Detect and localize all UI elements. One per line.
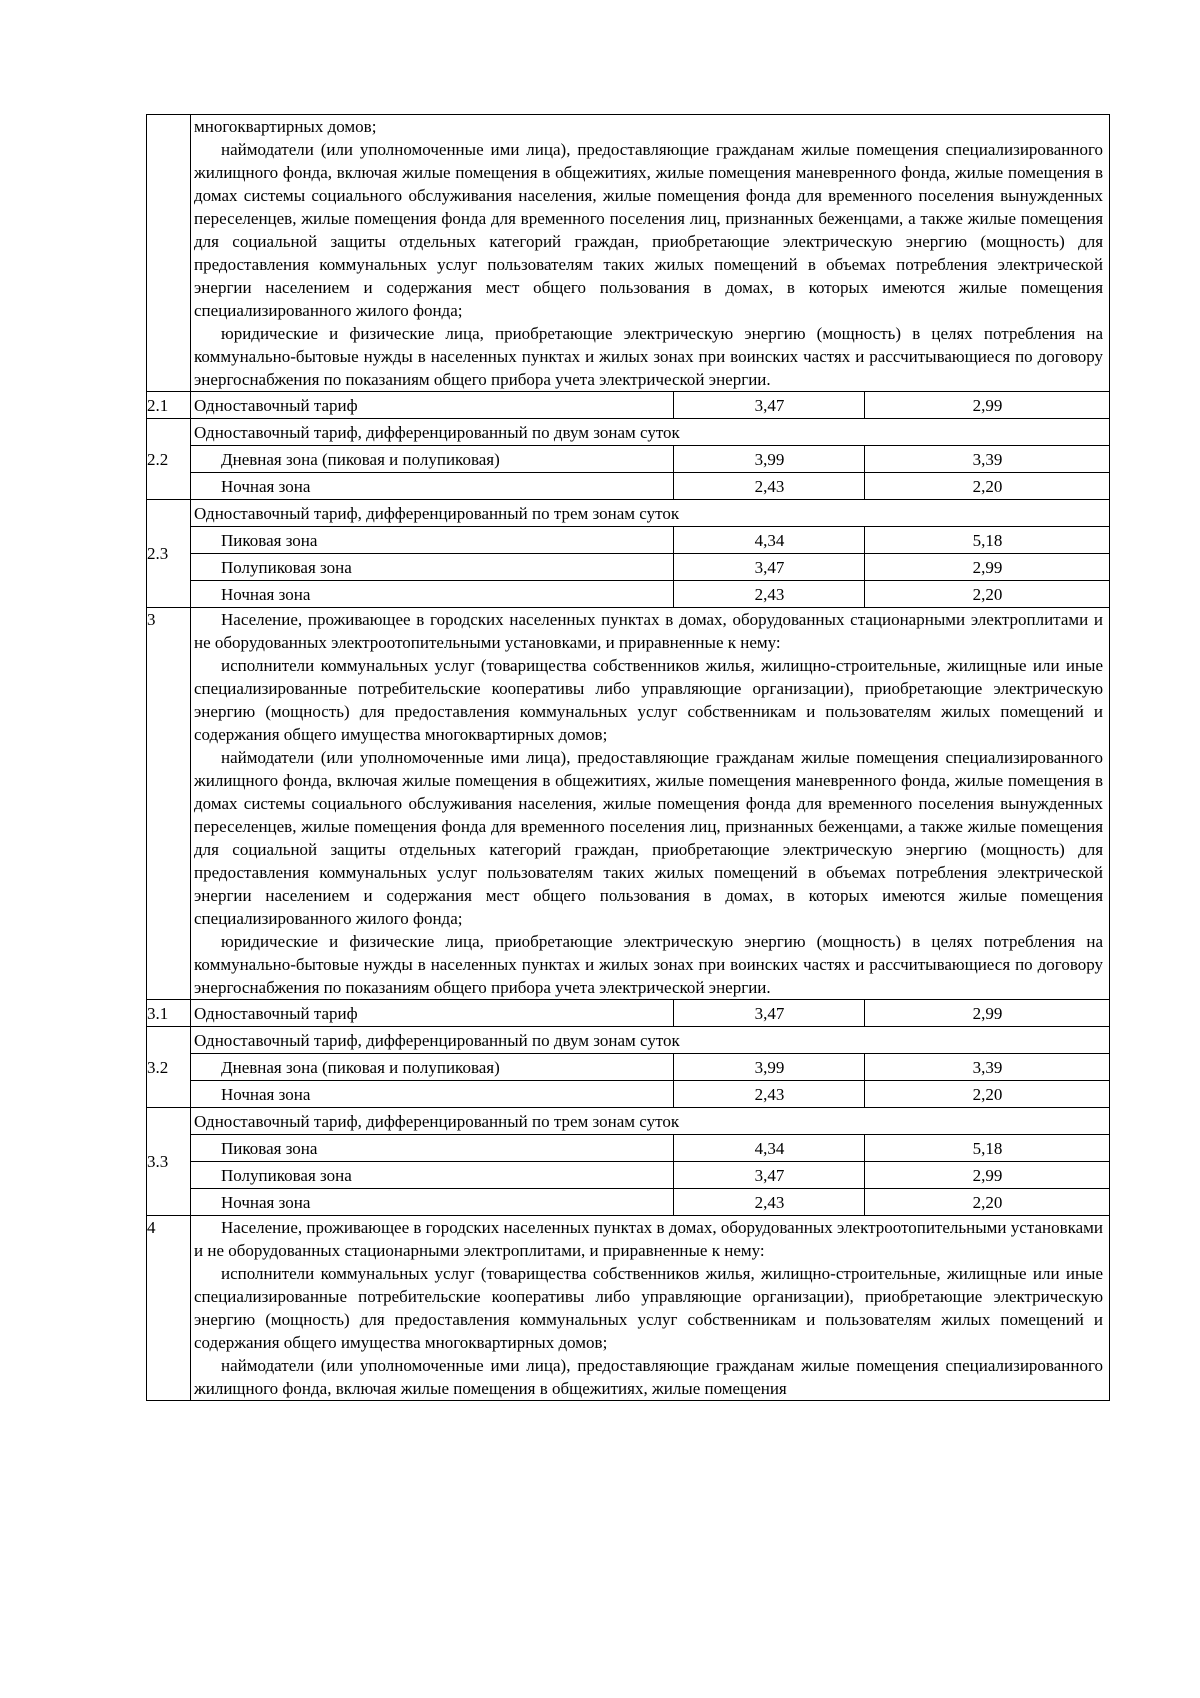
tariff-value: 2,99: [865, 1162, 1110, 1189]
tariff-name: Одноставочный тариф: [191, 1000, 674, 1027]
paragraph: наймодатели (или уполномоченные ими лица), предоставляющие гражданам жилые помещения специализированного жилищного фонда, включая жилые помещения в общежитиях, жилые помещения маневренного фонда, жилые помещения в домах системы социального обслуживания населения, жилые помещения фонда для временного поселения вынужденных переселенцев, жилые помещения фонда для временного поселения лиц, признанных беженцами, а также жилые помещения для социальной защиты отдельных категорий граждан, приобретающие электрическую энергию (мощность) для предоставления коммунальных услуг пользователям таких жилых помещений в объемах потребления электрической энергии населением и содержания мест общего пользования в домах, в которых имеются жилые помещения специализированного жилого фонда;: [194, 748, 1104, 928]
row-number: 3.2: [147, 1027, 191, 1108]
table-row: [147, 1162, 1110, 1189]
table-row: [147, 500, 1110, 527]
tariff-value: 2,43: [674, 1081, 865, 1108]
tariff-value: 2,99: [865, 554, 1110, 581]
table-row-continuation: [147, 115, 1110, 392]
tariff-value: 2,43: [674, 473, 865, 500]
paragraph: юридические и физические лица, приобретающие электрическую энергию (мощность) в целях потребления на коммунально-бытовые нужды в населенных пунктах и жилых зонах при воинских частях и рассчитывающиеся по договору энергоснабжения по показаниям общего прибора учета электрической энергии.: [194, 324, 1104, 389]
tariff-value: 5,18: [865, 527, 1110, 554]
zone-name: Ночная зона: [191, 473, 674, 500]
row-number: 4: [147, 1216, 191, 1401]
zone-name: Полупиковая зона: [191, 1162, 674, 1189]
tariff-value: 2,20: [865, 1189, 1110, 1216]
tariff-value: 4,34: [674, 527, 865, 554]
row-number-cell: [147, 115, 191, 392]
paragraph: многоквартирных домов;: [194, 117, 377, 136]
table-row: [147, 392, 1110, 419]
zone-name: Ночная зона: [191, 1081, 674, 1108]
table-row: [147, 554, 1110, 581]
tariff-group-title: Одноставочный тариф, дифференцированный по трем зонам суток: [191, 1108, 1110, 1135]
tariff-value: 3,47: [674, 1000, 865, 1027]
zone-name: Полупиковая зона: [191, 554, 674, 581]
tariff-table: [146, 114, 1110, 1401]
tariff-value: 2,43: [674, 1189, 865, 1216]
tariff-value: 3,47: [674, 1162, 865, 1189]
row-number: 2.1: [147, 392, 191, 419]
tariff-value: 3,47: [674, 554, 865, 581]
zone-name: Пиковая зона: [191, 527, 674, 554]
table-row: [147, 1108, 1110, 1135]
table-row: [147, 1135, 1110, 1162]
zone-name: Ночная зона: [191, 1189, 674, 1216]
table-row: [147, 1189, 1110, 1216]
zone-name: Ночная зона: [191, 581, 674, 608]
table-row: [147, 1054, 1110, 1081]
tariff-value: 2,99: [865, 392, 1110, 419]
row-number: 2.3: [147, 500, 191, 608]
row-number: 3.3: [147, 1108, 191, 1216]
paragraph: исполнители коммунальных услуг (товарищества собственников жилья, жилищно-строительные, жилищные или иные специализированные потребительские кооперативы либо управляющие организации), приобретающие электрическую энергию (мощность) для предоставления коммунальных услуг собственникам и пользователям жилых помещений и содержания общего имущества многоквартирных домов;: [194, 1264, 1104, 1352]
table-row-section: [147, 608, 1110, 1000]
table-row: [147, 581, 1110, 608]
document-page: [146, 114, 1109, 1401]
table-row-section: [147, 1216, 1110, 1401]
tariff-value: 2,43: [674, 581, 865, 608]
tariff-group-title: Одноставочный тариф, дифференцированный по двум зонам суток: [191, 419, 1110, 446]
table-row: [147, 1081, 1110, 1108]
tariff-value: 4,34: [674, 1135, 865, 1162]
table-row: [147, 473, 1110, 500]
table-row: [147, 446, 1110, 473]
consumer-description: [191, 115, 1110, 392]
tariff-value: 2,20: [865, 581, 1110, 608]
zone-name: Дневная зона (пиковая и полупиковая): [191, 1054, 674, 1081]
tariff-group-title: Одноставочный тариф, дифференцированный по двум зонам суток: [191, 1027, 1110, 1054]
paragraph: юридические и физические лица, приобретающие электрическую энергию (мощность) в целях потребления на коммунально-бытовые нужды в населенных пунктах и жилых зонах при воинских частях и рассчитывающиеся по договору энергоснабжения по показаниям общего прибора учета электрической энергии.: [194, 932, 1104, 997]
paragraph: наймодатели (или уполномоченные ими лица), предоставляющие гражданам жилые помещения специализированного жилищного фонда, включая жилые помещения в общежитиях, жилые помещения маневренного фонда, жилые помещения в домах системы социального обслуживания населения, жилые помещения фонда для временного поселения вынужденных переселенцев, жилые помещения фонда для временного поселения лиц, признанных беженцами, а также жилые помещения для социальной защиты отдельных категорий граждан, приобретающие электрическую энергию (мощность) для предоставления коммунальных услуг пользователям таких жилых помещений в объемах потребления электрической энергии населением и содержания мест общего пользования в домах, в которых имеются жилые помещения специализированного жилого фонда;: [194, 140, 1104, 320]
row-number: 2.2: [147, 419, 191, 500]
tariff-name: Одноставочный тариф: [191, 392, 674, 419]
table-row: [147, 1000, 1110, 1027]
consumer-description: [191, 1216, 1110, 1401]
paragraph: Население, проживающее в городских населенных пунктах в домах, оборудованных стационарными электроплитами и не оборудованных электроотопительными установками, и приравненные к нему:: [194, 610, 1104, 652]
row-number: 3.1: [147, 1000, 191, 1027]
tariff-value: 2,20: [865, 1081, 1110, 1108]
zone-name: Пиковая зона: [191, 1135, 674, 1162]
tariff-value: 2,99: [865, 1000, 1110, 1027]
tariff-value: 3,99: [674, 446, 865, 473]
tariff-group-title: Одноставочный тариф, дифференцированный по трем зонам суток: [191, 500, 1110, 527]
paragraph: наймодатели (или уполномоченные ими лица), предоставляющие гражданам жилые помещения специализированного жилищного фонда, включая жилые помещения в общежитиях, жилые помещения: [194, 1356, 1104, 1398]
paragraph: исполнители коммунальных услуг (товарищества собственников жилья, жилищно-строительные, жилищные или иные специализированные потребительские кооперативы либо управляющие организации), приобретающие электрическую энергию (мощность) для предоставления коммунальных услуг собственникам и пользователям жилых помещений и содержания общего имущества многоквартирных домов;: [194, 656, 1104, 744]
tariff-value: 3,39: [865, 446, 1110, 473]
tariff-value: 3,99: [674, 1054, 865, 1081]
tariff-value: 5,18: [865, 1135, 1110, 1162]
table-row: [147, 1027, 1110, 1054]
table-row: [147, 419, 1110, 446]
row-number: 3: [147, 608, 191, 1000]
paragraph: Население, проживающее в городских населенных пунктах в домах, оборудованных электроотопительными установками и не оборудованных стационарными электроплитами, и приравненные к нему:: [194, 1218, 1104, 1260]
tariff-value: 2,20: [865, 473, 1110, 500]
zone-name: Дневная зона (пиковая и полупиковая): [191, 446, 674, 473]
consumer-description: [191, 608, 1110, 1000]
tariff-value: 3,39: [865, 1054, 1110, 1081]
tariff-value: 3,47: [674, 392, 865, 419]
table-row: [147, 527, 1110, 554]
